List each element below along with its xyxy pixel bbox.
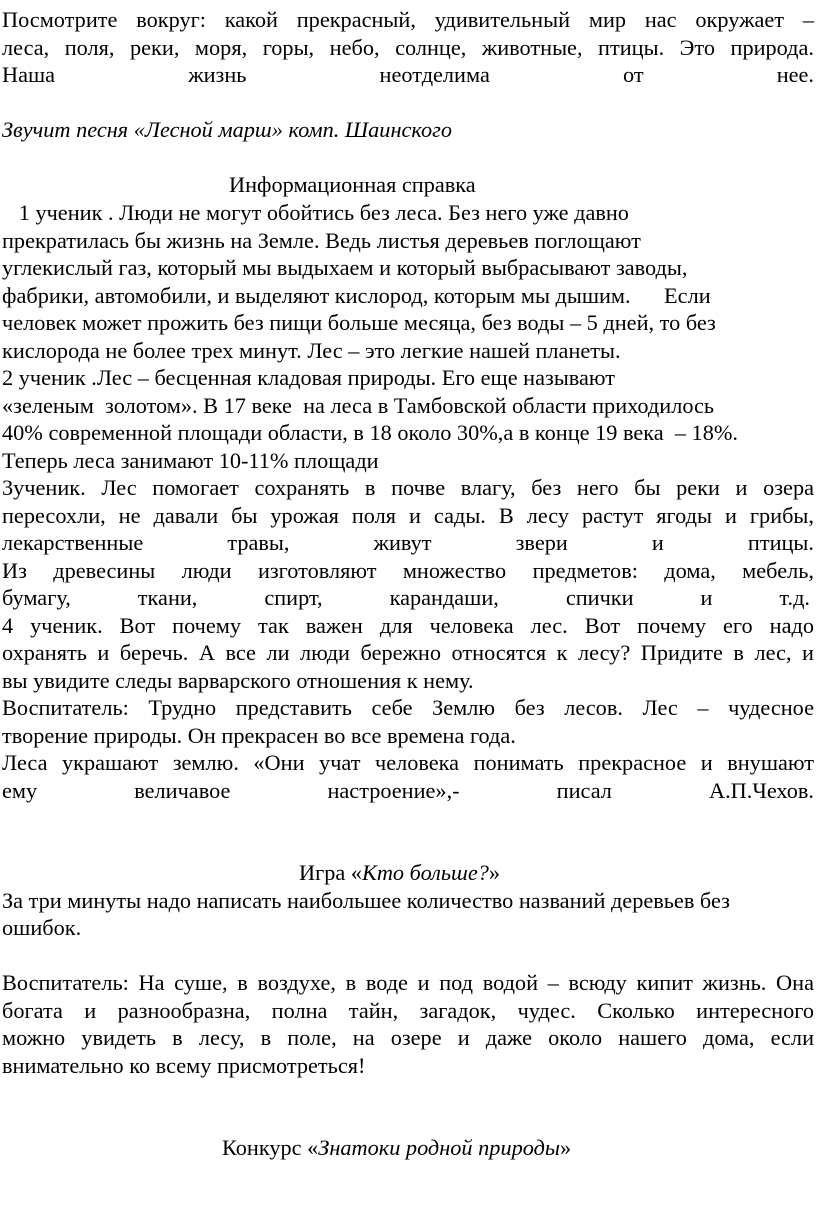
- text-line: За три минуты надо написать наибольшее количество названий деревьев без: [2, 887, 730, 913]
- text-line: богата и разнообразна, полна тайн, загадок, чудес. Сколько интересного: [2, 997, 814, 1023]
- contest-heading: [222, 1134, 571, 1162]
- text-line: 1 ученик . Люди не могут обойтись без леса. Без него уже давно: [2, 200, 629, 225]
- text-line: Посмотрите вокруг: какой прекрасный, удивительный мир нас окружает –: [2, 7, 814, 32]
- text-line: Наша жизнь неотделима от нее.: [2, 62, 814, 87]
- text-line: «зеленым золотом». В 17 веке на леса в Тамбовской области приходилось: [2, 392, 715, 418]
- text-line: лекарственные травы, живут звери и птицы.: [2, 530, 814, 555]
- section-heading-info: Информационная справка: [229, 172, 476, 197]
- text-line: творение природы. Он прекрасен во все времена года.: [2, 722, 516, 748]
- text-line: 4 ученик. Вот почему так важен для человека лес. Вот почему его надо: [2, 612, 814, 638]
- contest-heading-suffix: »: [559, 1135, 572, 1160]
- text-line: Из древесины люди изготовляют множество предметов: дома, мебель,: [2, 557, 814, 583]
- text-line: Теперь леса занимают 10-11% площади: [2, 447, 379, 473]
- text-line: ошибок.: [2, 915, 82, 940]
- text-line: кислорода не более трех минут. Лес – это легкие нашей планеты.: [2, 337, 621, 363]
- text-line: Леса украшают землю. «Они учат человека понимать прекрасное и внушают: [2, 750, 814, 775]
- song-note: Звучит песня «Лесной марш» комп. Шаинского: [2, 117, 452, 142]
- text-line: 2 ученик .Лес – бесценная кладовая природы. Его еще называют: [2, 365, 616, 390]
- text-line: Воспитатель: На суше, в воздухе, в воде и под водой – всюду кипит жизнь. Она: [2, 970, 814, 995]
- text-line: углекислый газ, который мы выдыхаем и который выбрасывают заводы,: [2, 255, 688, 280]
- text-line: Воспитатель: Трудно представить себе Землю без лесов. Лес – чудесное: [2, 695, 814, 720]
- text-line: внимательно ко всему присмотреться!: [2, 1052, 366, 1078]
- text-line: ему величавое настроение»,- писал А.П.Чехов.: [2, 777, 814, 803]
- contest-heading-name: Знатоки родной природы: [318, 1135, 560, 1160]
- text-line: можно увидеть в лесу, в поле, на озере и даже около нашего дома, если: [2, 1025, 814, 1050]
- text-line: прекратилась бы жизнь на Земле. Ведь листья деревьев поглощают: [2, 227, 641, 253]
- text-line: человек может прожить без пищи больше месяца, без воды – 5 дней, то без: [2, 310, 716, 335]
- game-heading-suffix: »: [488, 860, 501, 885]
- text-line: бумагу, ткани, спирт, карандаши, спички и т.д.: [2, 585, 810, 610]
- game-heading-name: Кто больше?: [362, 860, 489, 885]
- text-line: фабрики, автомобили, и выделяют кислород, которым мы дышим. Если: [2, 282, 711, 308]
- text-line: охранять и беречь. А все ли люди бережно относятся к лесу? Придите в лес, и: [2, 640, 814, 665]
- game-heading: [299, 859, 500, 887]
- text-line: вы увидите следы варварского отношения к нему.: [2, 667, 474, 693]
- text-line: 3ученик. Лес помогает сохранять в почве влагу, без него бы реки и озера: [2, 475, 814, 500]
- text-line: пересохли, не давали бы урожая поля и сады. В лесу растут ягоды и грибы,: [2, 502, 814, 528]
- text-line: леса, поля, реки, моря, горы, небо, солнце, животные, птицы. Это природа.: [2, 34, 814, 60]
- contest-heading-prefix: Конкурс «: [222, 1135, 319, 1160]
- game-heading-prefix: Игра «: [299, 860, 363, 885]
- text-line: 40% современной площади области, в 18 около 30%,а в конце 19 века – 18%.: [2, 420, 738, 445]
